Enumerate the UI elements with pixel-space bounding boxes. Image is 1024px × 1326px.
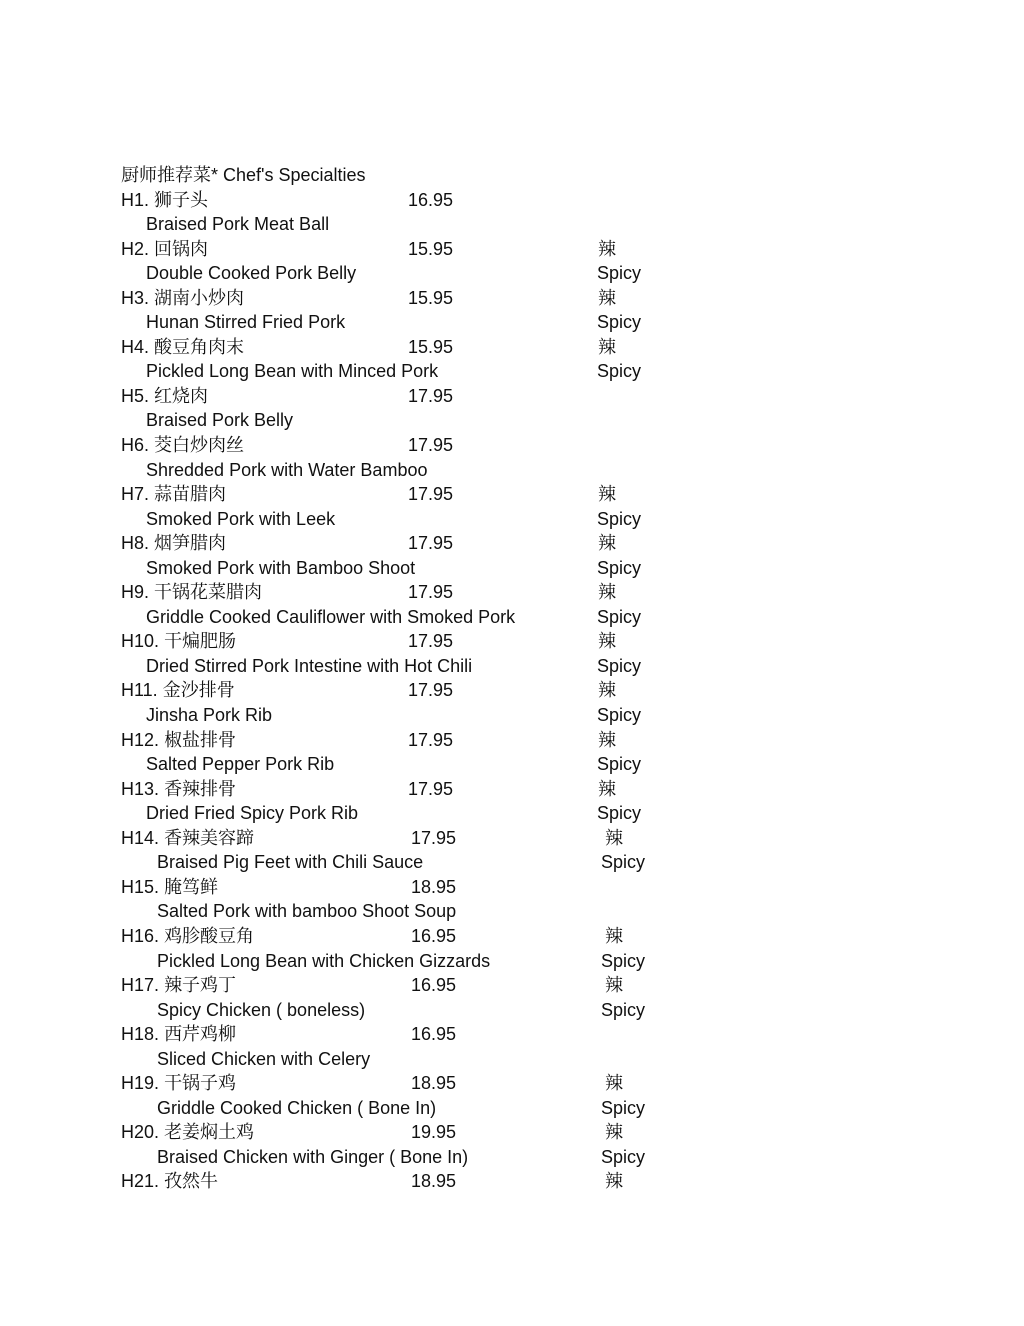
item-name-en: Braised Pork Belly: [146, 410, 294, 431]
item-spicy-label-en: Spicy: [601, 1146, 646, 1167]
item-price: 17.95: [408, 533, 454, 554]
item-title: [121, 924, 254, 949]
item-spicy-marker-cn: 辣: [605, 925, 623, 946]
item-name-cn: 香辣美容蹄: [164, 827, 255, 848]
menu-item: [121, 924, 981, 973]
item-spicy-label-en: Spicy: [597, 803, 642, 824]
item-title: [121, 482, 226, 507]
item-spicy-label-en: Spicy: [597, 263, 642, 284]
section-title: 厨师推荐菜* Chef's Specialties: [121, 165, 366, 185]
item-price: 17.95: [408, 435, 454, 456]
item-title: [121, 384, 208, 409]
menu-item: [121, 678, 981, 727]
section-title-row: [121, 163, 981, 188]
item-code: H13.: [121, 778, 160, 799]
item-spicy-label-en: Spicy: [601, 1097, 646, 1118]
item-english-row: [121, 458, 981, 483]
item-name-cn: 干煸肥肠: [164, 631, 237, 652]
item-spicy-label-en: Spicy: [597, 361, 642, 382]
menu-item: [121, 384, 981, 433]
item-name-cn: 辣子鸡丁: [164, 975, 237, 996]
item-name-en: Dried Stirred Pork Intestine with Hot Chili: [146, 655, 473, 676]
item-main-row: [121, 728, 981, 753]
item-spicy-label-en: Spicy: [601, 950, 646, 971]
item-name-en: Dried Fried Spicy Pork Rib: [146, 803, 359, 824]
item-name-en: Salted Pork with bamboo Shoot Soup: [157, 901, 457, 922]
item-price: 17.95: [408, 680, 454, 701]
item-name-en: Double Cooked Pork Belly: [146, 263, 357, 284]
item-price: 17.95: [411, 827, 457, 848]
menu-item: [121, 973, 981, 1022]
item-main-row: [121, 286, 981, 311]
item-code: H17.: [121, 975, 160, 996]
item-name-en: Griddle Cooked Cauliflower with Smoked Pork: [146, 606, 516, 627]
item-main-row: [121, 777, 981, 802]
item-code: H18.: [121, 1024, 160, 1045]
item-name-en: Braised Pig Feet with Chili Sauce: [157, 852, 424, 873]
item-name-cn: 孜然牛: [164, 1171, 219, 1192]
item-name-cn: 腌笃鲜: [164, 876, 219, 897]
item-main-row: [121, 1120, 981, 1145]
item-english-row: [121, 507, 981, 532]
item-title: [121, 531, 226, 556]
item-spicy-label-en: Spicy: [597, 655, 642, 676]
item-code: H6.: [121, 435, 150, 456]
item-title: [121, 973, 236, 998]
menu-item: [121, 482, 981, 531]
item-code: H2.: [121, 238, 150, 259]
item-title: [121, 188, 208, 213]
item-title: [121, 1169, 218, 1194]
item-name-cn: 回锅肉: [154, 238, 209, 259]
item-spicy-marker-cn: 辣: [598, 287, 616, 308]
item-name-en: Braised Chicken with Ginger ( Bone In): [157, 1146, 469, 1167]
item-name-en: Salted Pepper Pork Rib: [146, 754, 335, 775]
item-name-en: Smoked Pork with Leek: [146, 508, 336, 529]
item-price: 17.95: [408, 729, 454, 750]
item-price: 18.95: [411, 1073, 457, 1094]
item-english-row: [121, 1096, 981, 1121]
item-price: 15.95: [408, 287, 454, 308]
item-english-row: [121, 605, 981, 630]
item-main-row: [121, 875, 981, 900]
menu-item: [121, 629, 981, 678]
item-spicy-marker-cn: 辣: [598, 631, 616, 652]
item-main-row: [121, 482, 981, 507]
item-name-cn: 湖南小炒肉: [154, 287, 245, 308]
item-name-en: Shredded Pork with Water Bamboo: [146, 459, 428, 480]
item-spicy-label-en: Spicy: [597, 705, 642, 726]
item-price: 17.95: [408, 778, 454, 799]
item-name-en: Pickled Long Bean with Chicken Gizzards: [157, 950, 491, 971]
menu-item: [121, 188, 981, 237]
item-title: [121, 237, 208, 262]
menu-item: [121, 580, 981, 629]
item-code: H9.: [121, 582, 150, 603]
item-price: 19.95: [411, 1122, 457, 1143]
item-main-row: [121, 580, 981, 605]
item-main-row: [121, 826, 981, 851]
item-english-row: [121, 850, 981, 875]
item-main-row: [121, 1022, 981, 1047]
item-main-row: [121, 629, 981, 654]
item-spicy-label-en: Spicy: [597, 754, 642, 775]
item-name-en: Jinsha Pork Rib: [146, 705, 273, 726]
item-spicy-marker-cn: 辣: [598, 680, 616, 701]
item-main-row: [121, 924, 981, 949]
item-english-row: [121, 310, 981, 335]
item-spicy-label-en: Spicy: [601, 999, 646, 1020]
item-name-en: Pickled Long Bean with Minced Pork: [146, 361, 439, 382]
item-english-row: [121, 654, 981, 679]
item-code: H19.: [121, 1073, 160, 1094]
item-english-row: [121, 1145, 981, 1170]
item-title: [121, 728, 236, 753]
item-main-row: [121, 237, 981, 262]
item-name-en: Smoked Pork with Bamboo Shoot: [146, 557, 416, 578]
menu-item: [121, 433, 981, 482]
item-code: H15.: [121, 876, 160, 897]
item-spicy-marker-cn: 辣: [598, 238, 616, 259]
item-price: 18.95: [411, 876, 457, 897]
item-name-cn: 干锅子鸡: [164, 1073, 237, 1094]
item-price: 17.95: [408, 385, 454, 406]
item-spicy-marker-cn: 辣: [598, 484, 616, 505]
item-title: [121, 1022, 236, 1047]
item-spicy-label-en: Spicy: [597, 312, 642, 333]
item-main-row: [121, 335, 981, 360]
item-price: 16.95: [411, 975, 457, 996]
item-code: H20.: [121, 1122, 160, 1143]
menu-item: [121, 826, 981, 875]
item-code: H8.: [121, 533, 150, 554]
menu-item: [121, 1120, 981, 1169]
item-spicy-label-en: Spicy: [601, 852, 646, 873]
item-price: 18.95: [411, 1171, 457, 1192]
item-name-cn: 酸豆角肉末: [154, 336, 245, 357]
item-spicy-marker-cn: 辣: [605, 1171, 623, 1192]
item-english-row: [121, 801, 981, 826]
item-code: H10.: [121, 631, 160, 652]
menu-item: [121, 1071, 981, 1120]
item-title: [121, 286, 244, 311]
menu-item: [121, 286, 981, 335]
item-name-cn: 狮子头: [154, 189, 209, 210]
item-name-cn: 烟笋腊肉: [154, 533, 227, 554]
item-english-row: [121, 899, 981, 924]
item-price: 15.95: [408, 336, 454, 357]
item-english-row: [121, 949, 981, 974]
item-price: 15.95: [408, 238, 454, 259]
item-code: H5.: [121, 385, 150, 406]
item-title: [121, 1071, 236, 1096]
item-name-cn: 香辣排骨: [164, 778, 237, 799]
item-main-row: [121, 973, 981, 998]
item-code: H1.: [121, 189, 150, 210]
item-english-row: [121, 703, 981, 728]
item-price: 17.95: [408, 582, 454, 603]
item-english-row: [121, 261, 981, 286]
menu-item: [121, 777, 981, 826]
item-name-cn: 金沙排骨: [162, 680, 235, 701]
item-english-row: [121, 556, 981, 581]
item-main-row: [121, 678, 981, 703]
item-main-row: [121, 433, 981, 458]
item-code: H14.: [121, 827, 160, 848]
item-code: H12.: [121, 729, 160, 750]
item-english-row: [121, 212, 981, 237]
item-spicy-marker-cn: 辣: [605, 1073, 623, 1094]
menu-item: [121, 237, 981, 286]
item-name-cn: 老姜焖土鸡: [164, 1122, 255, 1143]
item-spicy-marker-cn: 辣: [605, 975, 623, 996]
item-title: [121, 335, 244, 360]
item-spicy-marker-cn: 辣: [598, 336, 616, 357]
menu-item: [121, 875, 981, 924]
item-english-row: [121, 408, 981, 433]
item-price: 16.95: [411, 1024, 457, 1045]
item-name-en: Sliced Chicken with Celery: [157, 1048, 371, 1069]
item-name-en: Spicy Chicken ( boneless): [157, 999, 366, 1020]
item-name-en: Griddle Cooked Chicken ( Bone In): [157, 1097, 437, 1118]
item-code: H4.: [121, 336, 150, 357]
item-code: H11.: [121, 680, 158, 701]
item-title: [121, 826, 254, 851]
item-title: [121, 580, 262, 605]
menu-item: [121, 335, 981, 384]
item-name-cn: 蒜苗腊肉: [154, 484, 227, 505]
item-title: [121, 1120, 254, 1145]
item-price: 17.95: [408, 631, 454, 652]
item-title: [121, 875, 218, 900]
item-price: 16.95: [408, 189, 454, 210]
item-price: 16.95: [411, 925, 457, 946]
item-main-row: [121, 531, 981, 556]
item-spicy-marker-cn: 辣: [598, 778, 616, 799]
item-code: H21.: [121, 1171, 160, 1192]
item-price: 17.95: [408, 484, 454, 505]
item-spicy-marker-cn: 辣: [598, 533, 616, 554]
item-spicy-marker-cn: 辣: [598, 729, 616, 750]
item-name-cn: 茭白炒肉丝: [154, 435, 245, 456]
item-title: [121, 777, 236, 802]
item-title: [121, 629, 236, 654]
item-main-row: [121, 384, 981, 409]
item-english-row: [121, 752, 981, 777]
item-title: [121, 433, 244, 458]
item-spicy-label-en: Spicy: [597, 557, 642, 578]
item-main-row: [121, 1071, 981, 1096]
item-english-row: [121, 1047, 981, 1072]
item-name-en: Hunan Stirred Fried Pork: [146, 312, 346, 333]
item-spicy-marker-cn: 辣: [598, 582, 616, 603]
item-english-row: [121, 359, 981, 384]
item-name-cn: 干锅花菜腊肉: [154, 582, 263, 603]
item-name-en: Braised Pork Meat Ball: [146, 214, 330, 235]
item-main-row: [121, 1169, 981, 1194]
item-code: H16.: [121, 925, 160, 946]
item-code: H3.: [121, 287, 150, 308]
item-english-row: [121, 998, 981, 1023]
chefs-specialties-section: [121, 163, 981, 1194]
item-spicy-label-en: Spicy: [597, 508, 642, 529]
item-spicy-label-en: Spicy: [597, 606, 642, 627]
menu-item-list: [121, 188, 981, 1194]
item-title: [121, 678, 235, 703]
item-main-row: [121, 188, 981, 213]
menu-item: [121, 728, 981, 777]
item-name-cn: 红烧肉: [154, 385, 209, 406]
menu-item: [121, 1022, 981, 1071]
item-code: H7.: [121, 484, 150, 505]
item-name-cn: 椒盐排骨: [164, 729, 237, 750]
item-spicy-marker-cn: 辣: [605, 1122, 623, 1143]
item-name-cn: 鸡胗酸豆角: [164, 925, 255, 946]
item-name-cn: 西芹鸡柳: [164, 1024, 237, 1045]
menu-item: [121, 531, 981, 580]
menu-item: [121, 1169, 981, 1194]
item-spicy-marker-cn: 辣: [605, 827, 623, 848]
